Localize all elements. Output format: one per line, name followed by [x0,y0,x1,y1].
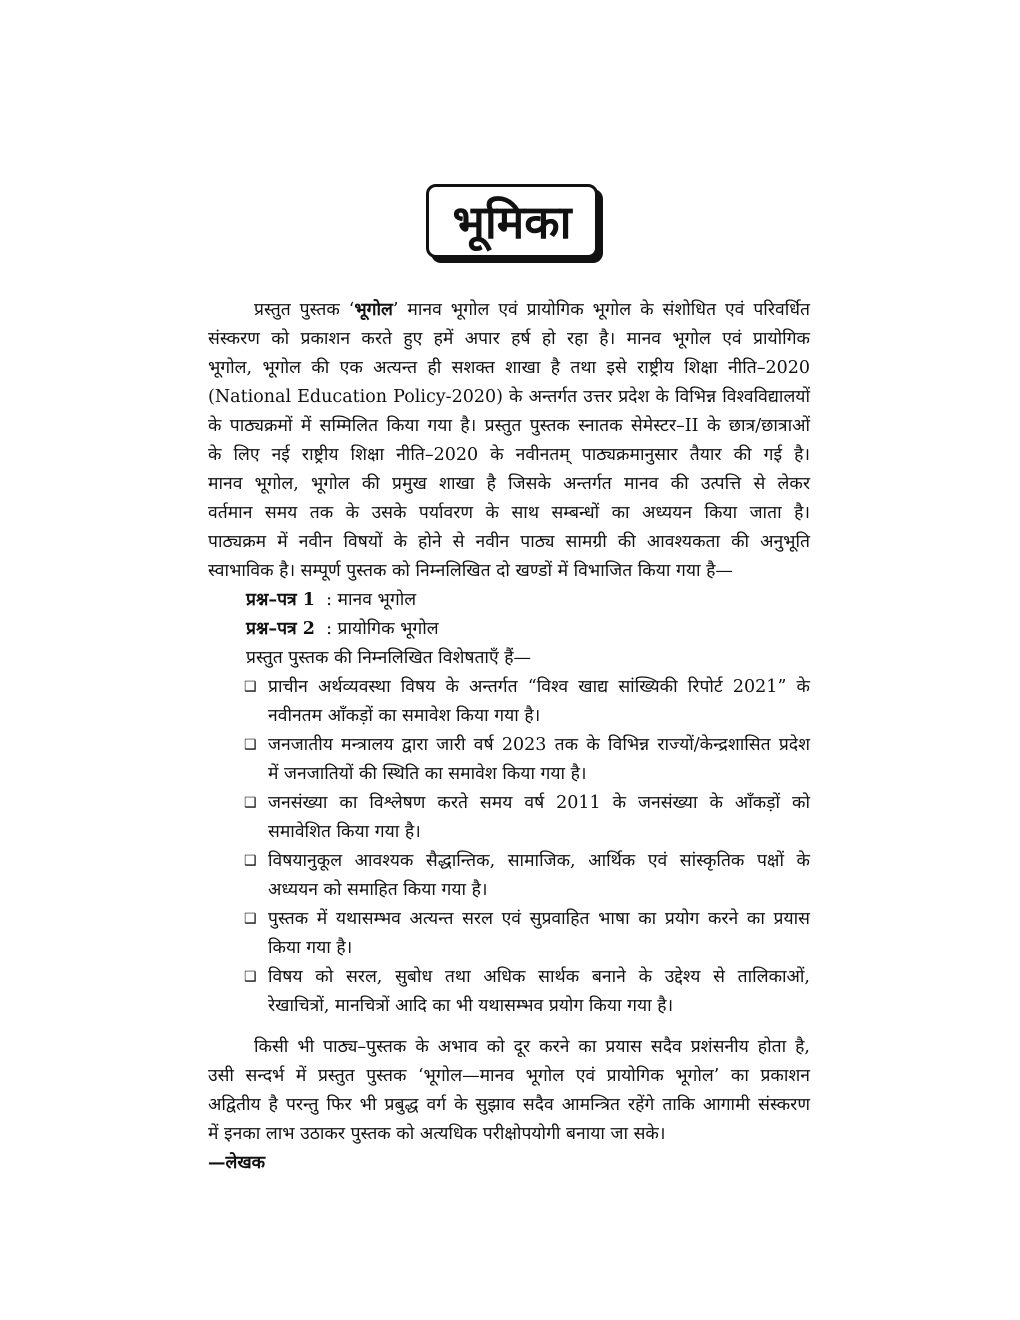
checkbox-bullet-icon: ❑ [244,737,257,753]
intro-line: पाठ्यक्रम में नवीन विषयों के होने से नवीन पाठ्य सामग्री की आवश्यकता की अनुभूति [208,532,810,552]
feature-item: ❑ विषय को सरल, सुबोध तथा अधिक सार्थक बनाने के उद्देश्य से तालिकाओं, [208,963,810,992]
closing-line: उसी सन्दर्भ में प्रस्तुत पुस्तक ‘भूगोल—मानव भूगोल एवं प्रायोगिक भूगोल’ का प्रकाशन [208,1066,810,1086]
feature-item-continued: में जनजातियों की स्थिति का समावेश किया गया है। [268,764,587,784]
intro-paragraph [208,296,810,1178]
checkbox-bullet-icon: ❑ [244,853,257,869]
features-list [208,673,810,1021]
intro-line: स्वाभाविक है। सम्पूर्ण पुस्तक को निम्नलिखित दो खण्डों में विभाजित किया गया है— [208,561,733,581]
feature-item-continued: रेखाचित्रों, मानचित्रों आदि का भी यथासम्भव प्रयोग किया गया है। [268,996,674,1016]
book-name: भूगोल [354,300,393,320]
feature-item: ❑ पुस्तक में यथासम्भव अत्यन्त सरल एवं सुप्रवाहित भाषा का प्रयोग करने का प्रयास [208,905,810,934]
intro-line: मानव भूगोल, भूगोल की प्रमुख शाखा है जिसके अन्तर्गत मानव की उत्पत्ति से लेकर [208,474,810,494]
checkbox-bullet-icon: ❑ [244,969,257,985]
feature-item: ❑ जनजातीय मन्त्रालय द्वारा जारी वर्ष 2023 तक के विभिन्न राज्यों/केन्द्रशासित प्रदेश [208,731,810,760]
intro-line: प्रस्तुत पुस्तक ‘भूगोल’ मानव भूगोल एवं प्रायोगिक भूगोल के संशोधित एवं परिवर्धित [254,300,810,320]
closing-line: अद्वितीय है परन्तु फिर भी प्रबुद्ध वर्ग के सुझाव सदैव आमन्त्रित रहेंगे ताकि आगामी संस्करण [208,1095,810,1115]
closing-line: किसी भी पाठ्य–पुस्तक के अभाव को दूर करने का प्रयास सदैव प्रशंसनीय होता है, [254,1037,810,1057]
checkbox-bullet-icon: ❑ [244,911,257,927]
signature: —लेखक [208,1153,266,1173]
page-title-box [426,184,598,258]
intro-line: संस्करण को प्रकाशन करते हुए हमें अपार हर्ष हो रहा है। मानव भूगोल एवं प्रायोगिक [208,329,810,349]
intro-line: के लिए नई राष्ट्रीय शिक्षा नीति–2020 के नवीनतम् पाठ्यक्रमानुसार तैयार की गई है। [208,445,810,465]
feature-item-continued: समावेशित किया गया है। [268,822,421,842]
intro-line: के पाठ्यक्रमों में सम्मिलित किया गया है। प्रस्तुत पुस्तक स्नातक सेमेस्टर–II के छात्र/छात्राओं [208,416,810,436]
intro-line: भूगोल, भूगोल की एक अत्यन्त ही सशक्त शाखा है तथा इसे राष्ट्रीय शिक्षा नीति–2020 [208,358,810,378]
checkbox-bullet-icon: ❑ [244,679,257,695]
checkbox-bullet-icon: ❑ [244,795,257,811]
feature-item-continued: अध्ययन को समाहित किया गया है। [268,880,488,900]
feature-item: ❑ जनसंख्या का विश्लेषण करते समय वर्ष 2011 के जनसंख्या के आँकड़ों को [208,789,810,818]
intro-line: (National Education Policy-2020) के अन्तर्गत उत्तर प्रदेश के विभिन्न विश्वविद्यालयों [208,387,810,407]
page-title: भूमिका [452,195,572,249]
feature-item-continued: नवीनतम आँकड़ों का समावेश किया गया है। [268,706,541,726]
features-intro: प्रस्तुत पुस्तक की निम्नलिखित विशेषताएँ हैं— [246,648,531,668]
paper-1: प्रश्न–पत्र 1 : मानव भूगोल [246,590,417,610]
feature-item-continued: किया गया है। [268,938,353,958]
intro-line: वर्तमान समय तक के उसके पर्यावरण के साथ सम्बन्धों का अध्ययन किया जाता है। [208,503,810,523]
feature-item: ❑ विषयानुकूल आवश्यक सैद्धान्तिक, सामाजिक, आर्थिक एवं सांस्कृतिक पक्षों के [208,847,810,876]
closing-line: में इनका लाभ उठाकर पुस्तक को अत्यधिक परीक्षोपयोगी बनाया जा सके। [208,1124,666,1144]
paper-2: प्रश्न–पत्र 2 : प्रायोगिक भूगोल [246,619,439,639]
feature-item: ❑ प्राचीन अर्थव्यवस्था विषय के अन्तर्गत “विश्व खाद्य सांख्यिकी रिपोर्ट 2021” के [208,673,810,702]
